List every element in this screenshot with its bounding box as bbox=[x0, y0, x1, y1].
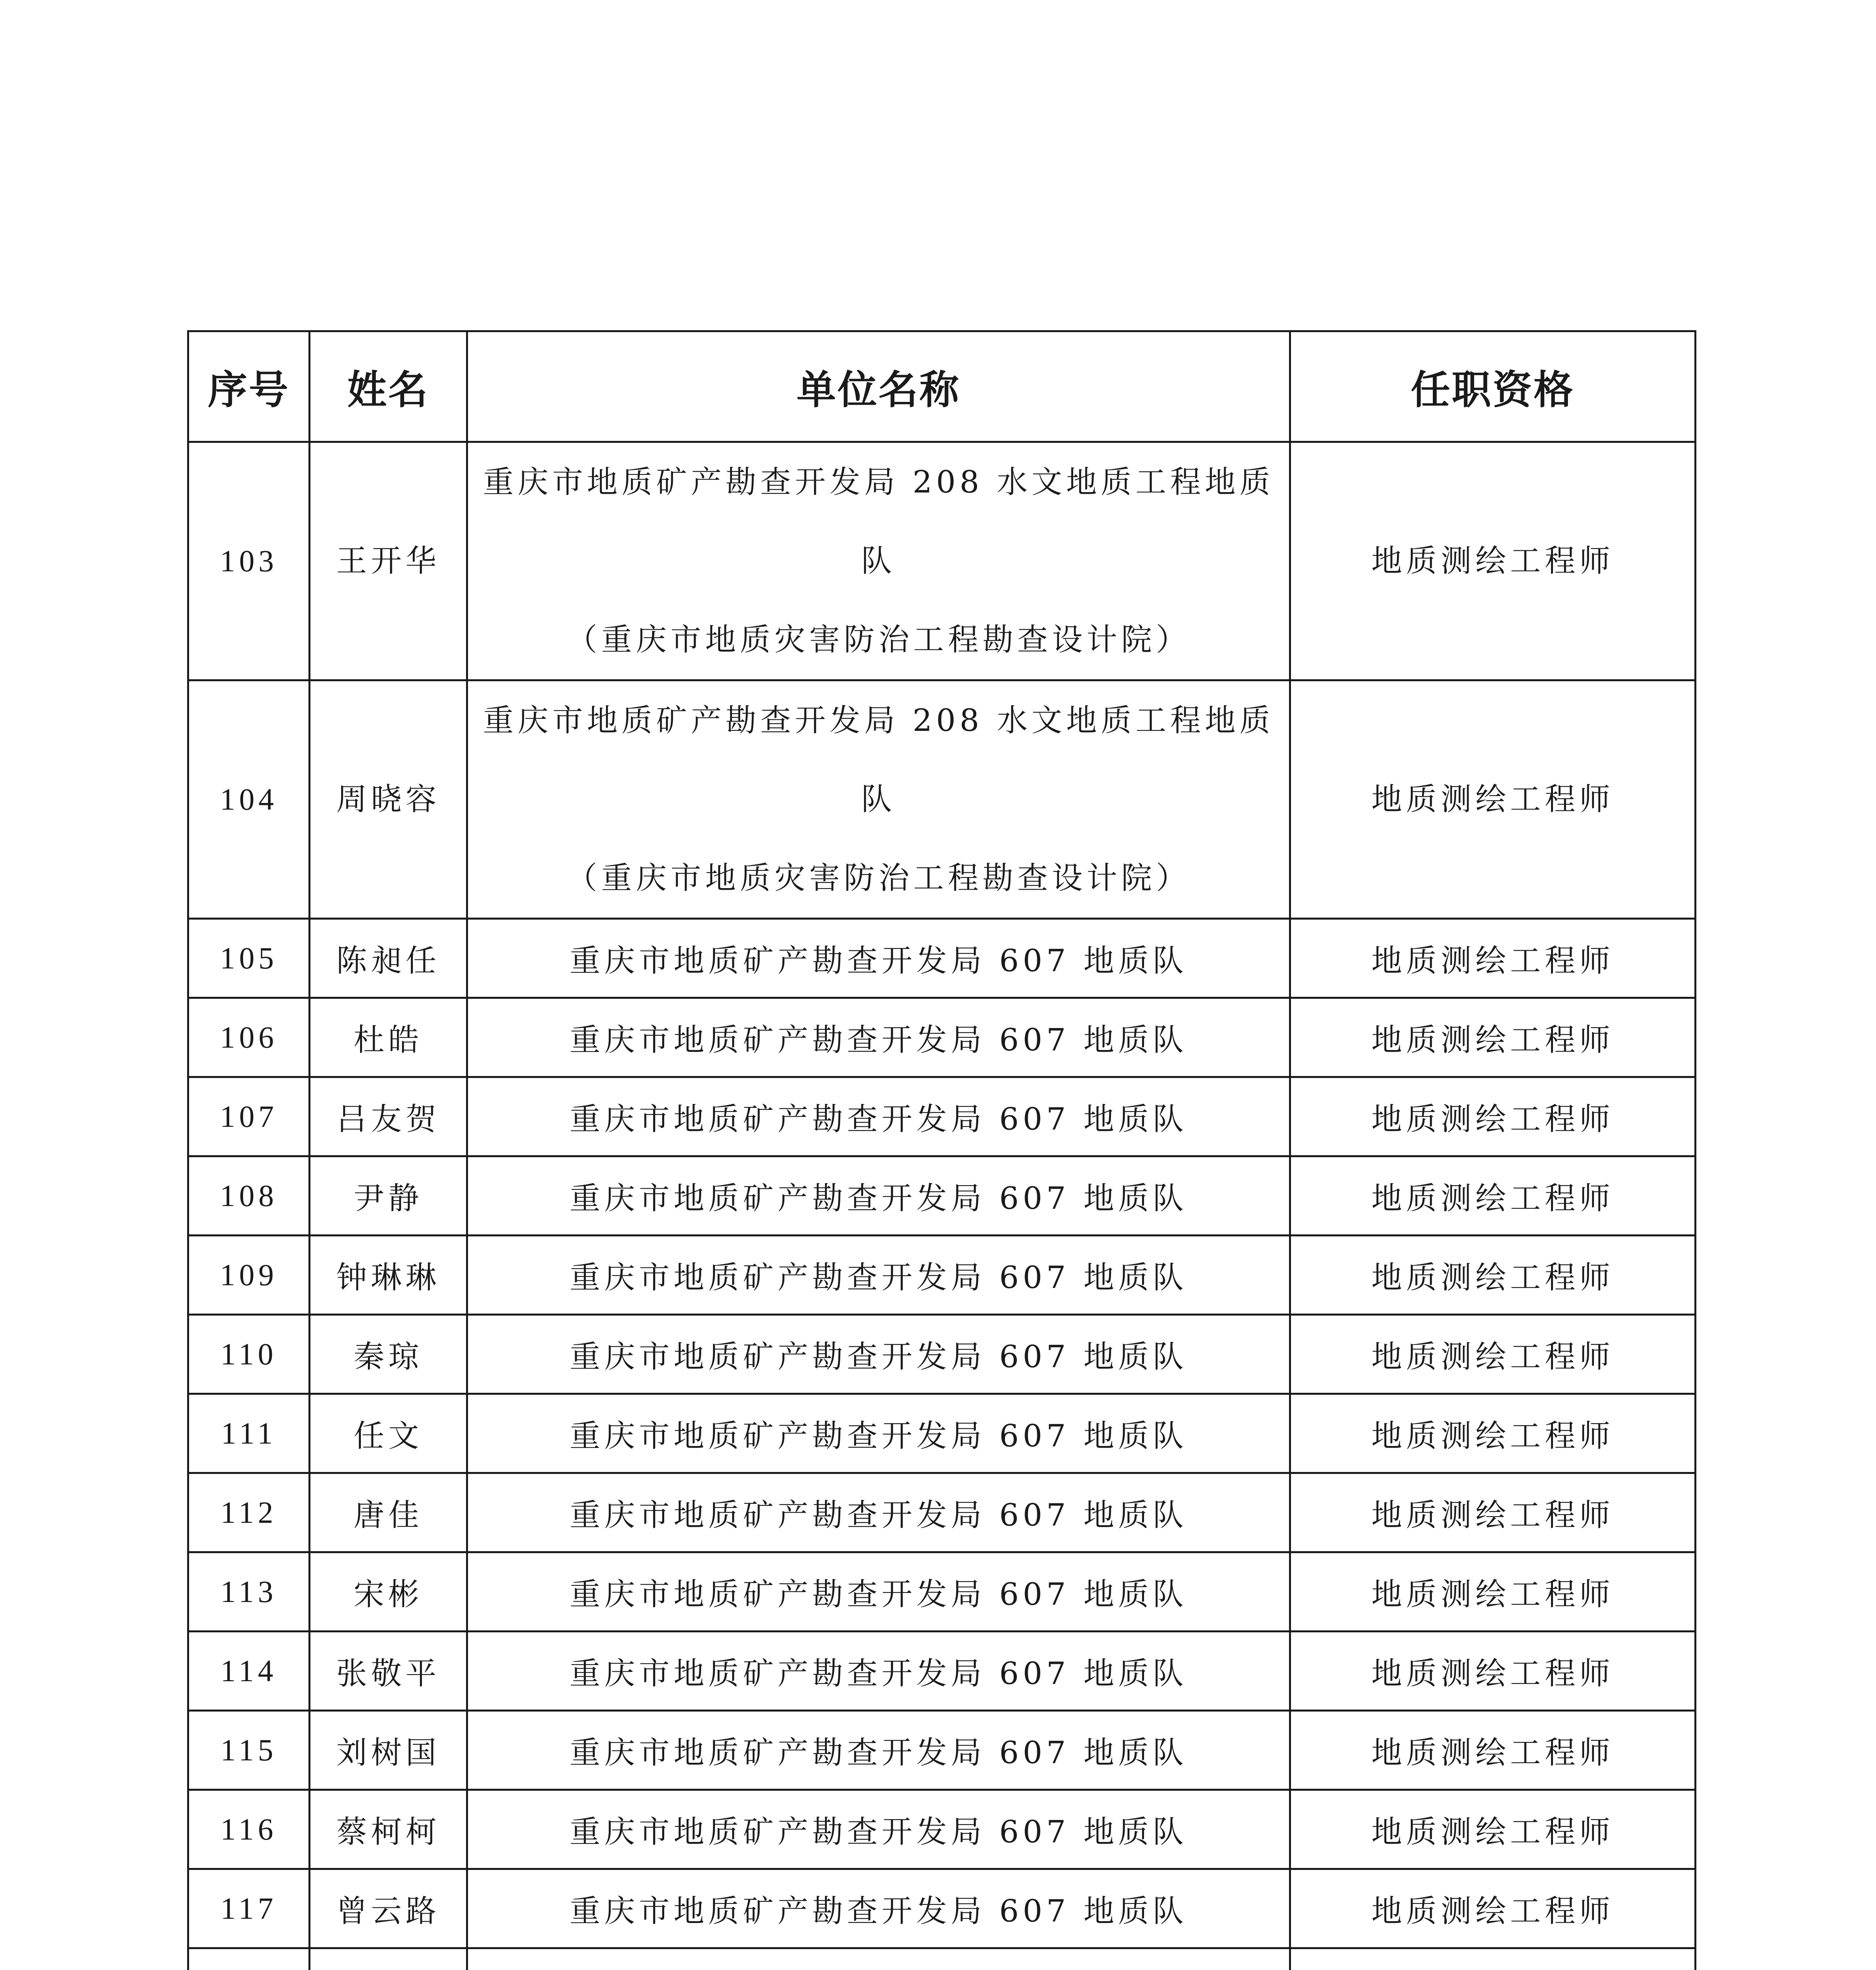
row-seq: 114 bbox=[188, 1632, 310, 1711]
row-unit: 重庆市地质矿产勘查开发局 607 地质队 bbox=[467, 1473, 1290, 1552]
row-qualification: 地质测绘工程师 bbox=[1290, 1711, 1696, 1790]
header-seq: 序号 bbox=[188, 331, 310, 442]
row-seq: 106 bbox=[188, 998, 310, 1077]
row-seq: 108 bbox=[188, 1156, 310, 1236]
header-qualification: 任职资格 bbox=[1290, 331, 1696, 442]
row-name: 宋彬 bbox=[310, 1552, 467, 1632]
row-qualification: 地质测绘工程师 bbox=[1290, 919, 1696, 998]
row-seq: 111 bbox=[188, 1394, 310, 1473]
row-qualification: 地质测绘工程师 bbox=[1290, 1236, 1696, 1315]
row-name: 秦琼 bbox=[310, 1315, 467, 1394]
row-name: 张敬平 bbox=[310, 1632, 467, 1711]
row-qualification: 地质测绘工程师 bbox=[1290, 1394, 1696, 1473]
row-seq: 110 bbox=[188, 1315, 310, 1394]
table-row bbox=[188, 442, 1696, 680]
roster-table bbox=[187, 330, 1696, 1970]
row-name: 任文 bbox=[310, 1394, 467, 1473]
table-row bbox=[188, 1711, 1696, 1790]
row-unit-line: （重庆市地质灾害防治工程勘查设计院） bbox=[566, 622, 1191, 658]
row-seq: 116 bbox=[188, 1790, 310, 1869]
row-name: 唐佳 bbox=[310, 1473, 467, 1552]
row-qualification: 地质测绘工程师 bbox=[1290, 1552, 1696, 1632]
row-unit: 重庆市地质矿产勘查开发局 607 地质队 bbox=[467, 998, 1290, 1077]
row-qualification: 地质测绘工程师 bbox=[1290, 1790, 1696, 1869]
table-header-row bbox=[188, 331, 1696, 442]
header-name: 姓名 bbox=[310, 331, 467, 442]
row-seq: 105 bbox=[188, 919, 310, 998]
table-row bbox=[188, 1394, 1696, 1473]
row-unit: 重庆市地质矿产勘查开发局 607 地质队 bbox=[467, 1632, 1290, 1711]
row-name: 陈昶任 bbox=[310, 919, 467, 998]
row-unit: 重庆市地质矿产勘查开发局 607 地质队 bbox=[467, 1315, 1290, 1394]
row-unit-line: （重庆市地质灾害防治工程勘查设计院） bbox=[566, 860, 1191, 896]
row-seq: 107 bbox=[188, 1077, 310, 1156]
row-unit: 重庆市地质矿产勘查开发局 607 地质队 bbox=[467, 1552, 1290, 1632]
row-seq: 115 bbox=[188, 1711, 310, 1790]
row-qualification: 地质测绘工程师 bbox=[1290, 1077, 1696, 1156]
row-unit: 重庆市地质矿产勘查开发局 607 地质队 bbox=[467, 1790, 1290, 1869]
row-name bbox=[310, 1948, 467, 1970]
row-qualification: 地质测绘工程师 bbox=[1290, 1473, 1696, 1552]
row-unit: 重庆市地质矿产勘查开发局 607 地质队 bbox=[467, 1156, 1290, 1236]
row-unit-line: 重庆市地质矿产勘查开发局 208 水文地质工程地质队 bbox=[483, 465, 1274, 579]
row-name: 吕友贺 bbox=[310, 1077, 467, 1156]
row-unit: 重庆市地质矿产勘查开发局 607 地质队 bbox=[467, 1869, 1290, 1948]
table-row bbox=[188, 1236, 1696, 1315]
row-qualification: 地质测绘工程师 bbox=[1290, 442, 1696, 680]
table-row bbox=[188, 1632, 1696, 1711]
row-seq: 112 bbox=[188, 1473, 310, 1552]
row-name: 蔡柯柯 bbox=[310, 1790, 467, 1869]
table-row bbox=[188, 1948, 1696, 1970]
table-row bbox=[188, 919, 1696, 998]
row-seq: 113 bbox=[188, 1552, 310, 1632]
row-qualification bbox=[1290, 1948, 1696, 1970]
row-name: 杜皓 bbox=[310, 998, 467, 1077]
table-row bbox=[188, 1552, 1696, 1632]
table-row bbox=[188, 1156, 1696, 1236]
row-seq bbox=[188, 1948, 310, 1970]
row-seq: 104 bbox=[188, 680, 310, 919]
row-unit bbox=[467, 442, 1290, 680]
row-unit bbox=[467, 1948, 1290, 1970]
row-name: 王开华 bbox=[310, 442, 467, 680]
table-row bbox=[188, 680, 1696, 919]
table-row bbox=[188, 1790, 1696, 1869]
row-seq: 103 bbox=[188, 442, 310, 680]
row-seq: 109 bbox=[188, 1236, 310, 1315]
row-unit: 重庆市地质矿产勘查开发局 607 地质队 bbox=[467, 1077, 1290, 1156]
row-name: 周晓容 bbox=[310, 680, 467, 919]
table-row bbox=[188, 1473, 1696, 1552]
row-name: 曾云路 bbox=[310, 1869, 467, 1948]
row-qualification: 地质测绘工程师 bbox=[1290, 1156, 1696, 1236]
row-unit: 重庆市地质矿产勘查开发局 607 地质队 bbox=[467, 1711, 1290, 1790]
row-qualification: 地质测绘工程师 bbox=[1290, 680, 1696, 919]
table-row bbox=[188, 1077, 1696, 1156]
table-row bbox=[188, 1315, 1696, 1394]
row-seq: 117 bbox=[188, 1869, 310, 1948]
row-unit-line: 重庆市地质矿产勘查开发局 208 水文地质工程地质队 bbox=[483, 703, 1274, 817]
row-unit: 重庆市地质矿产勘查开发局 607 地质队 bbox=[467, 1394, 1290, 1473]
table-row bbox=[188, 998, 1696, 1077]
row-qualification: 地质测绘工程师 bbox=[1290, 998, 1696, 1077]
header-unit: 单位名称 bbox=[467, 331, 1290, 442]
row-unit: 重庆市地质矿产勘查开发局 607 地质队 bbox=[467, 919, 1290, 998]
row-name: 钟琳琳 bbox=[310, 1236, 467, 1315]
row-unit bbox=[467, 680, 1290, 919]
row-qualification: 地质测绘工程师 bbox=[1290, 1869, 1696, 1948]
table-row bbox=[188, 1869, 1696, 1948]
row-name: 尹静 bbox=[310, 1156, 467, 1236]
row-qualification: 地质测绘工程师 bbox=[1290, 1315, 1696, 1394]
row-qualification: 地质测绘工程师 bbox=[1290, 1632, 1696, 1711]
row-unit: 重庆市地质矿产勘查开发局 607 地质队 bbox=[467, 1236, 1290, 1315]
row-name: 刘树国 bbox=[310, 1711, 467, 1790]
